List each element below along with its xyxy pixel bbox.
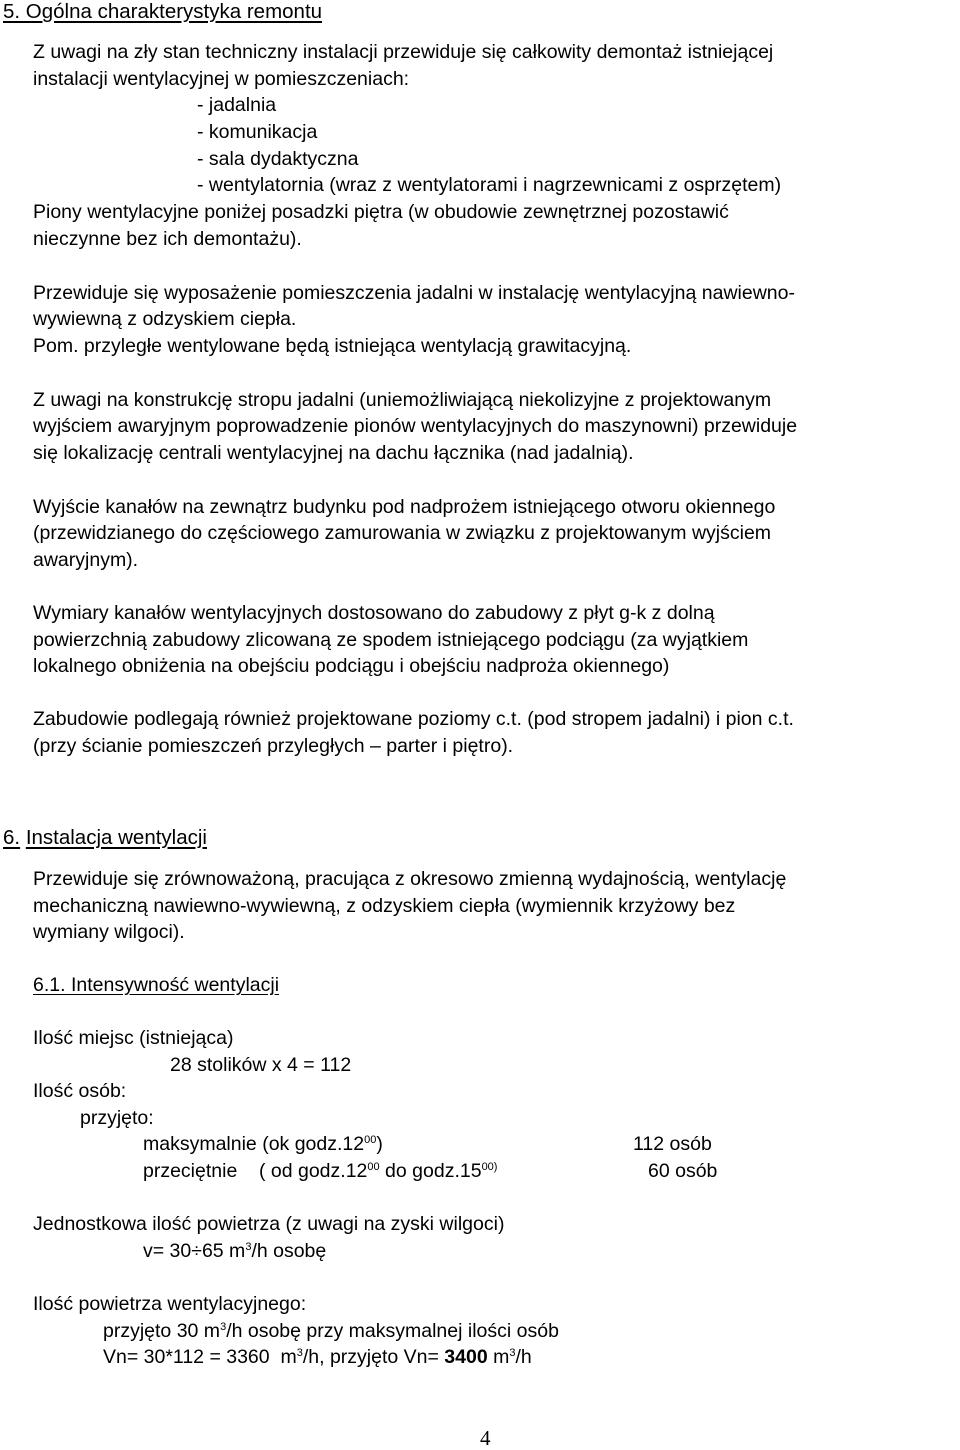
room-list-item: - sala dydaktyczna	[197, 148, 359, 170]
avg-persons-row	[143, 1158, 497, 1185]
vent-l1-text: przyjęto 30 m	[103, 1320, 221, 1342]
avg-hour-sup-1: 00	[367, 1161, 380, 1173]
paragraph-line: wyjściem awaryjnym poprowadzenie pionów wentylacyjnych do maszynowni) przewiduje	[33, 415, 798, 437]
paragraph-line: wywiewną z odzyskiem ciepła.	[33, 308, 297, 330]
paragraph-line: Wyjście kanałów na zewnątrz budynku pod nadprożem istniejącego otworu okiennego	[33, 496, 776, 518]
room-list-item: - jadalnia	[197, 94, 277, 116]
vent-l2-sup-2: 3	[509, 1347, 516, 1359]
paragraph-line: awaryjnym).	[33, 549, 139, 571]
vent-l2-unit: m	[487, 1346, 510, 1368]
avg-label: przeciętnie ( od godz.12	[143, 1160, 368, 1182]
page-number: 4	[480, 1426, 491, 1450]
max-persons-row	[143, 1131, 383, 1158]
paragraph-line: lokalnego obniżenia na obejściu podciągu i obejściu nadproża okiennego)	[33, 655, 670, 677]
section-6-heading	[3, 825, 207, 852]
vent-l2-text: Vn= 30*112 = 3360 m	[103, 1346, 297, 1368]
max-label: maksymalnie (ok godz.12	[143, 1133, 365, 1155]
paragraph-line: instalacji wentylacyjnej w pomieszczeniach:	[33, 68, 410, 90]
paragraph-line: się lokalizację centrali wentylacyjnej na dachu łącznika (nad jadalnią).	[33, 442, 634, 464]
max-hour-sup: 00	[364, 1134, 377, 1146]
paragraph-line: Zabudowie podlegają również projektowane poziomy c.t. (pod stropem jadalni) i pion c.t.	[33, 708, 794, 730]
persons-label: Ilość osób:	[33, 1080, 127, 1102]
vent-air-line-1	[103, 1318, 559, 1345]
paragraph-line: Pom. przyległe wentylowane będą istniejąca wentylacją grawitacyjną.	[33, 335, 632, 357]
avg-mid: do godz.15	[379, 1160, 482, 1182]
max-close: )	[376, 1133, 383, 1155]
paragraph-line: nieczynne bez ich demontażu).	[33, 228, 302, 250]
unit-air-formula	[143, 1238, 326, 1265]
section-6-title: Instalacja wentylacji	[25, 826, 207, 849]
unit-air-value-1: v= 30	[143, 1240, 192, 1262]
seats-label: Ilość miejsc (istniejąca)	[33, 1027, 234, 1049]
vent-l2-unit-rest: /h	[515, 1346, 532, 1368]
paragraph-line: (przy ścianie pomieszczeń przyległych – parter i piętro).	[33, 735, 514, 757]
paragraph-line: Przewiduje się wyposażenie pomieszczenia jadalni w instalację wentylacyjną nawiewno-	[33, 282, 795, 304]
max-persons-value: 112 osób	[633, 1133, 712, 1155]
vent-air-line-2	[103, 1344, 532, 1371]
section-5-heading: 5. Ogólna charakterystyka remontu	[3, 0, 323, 23]
room-list-item: - wentylatornia (wraz z wentylatorami i nagrzewnicami z osprzętem)	[197, 174, 782, 196]
assumed-label: przyjęto:	[80, 1107, 154, 1129]
vent-l2-mid: /h, przyjęto Vn=	[302, 1346, 445, 1368]
unit-air-label: Jednostkowa ilość powietrza (z uwagi na zyski wilgoci)	[33, 1213, 505, 1235]
avg-persons-value: 60 osób	[648, 1160, 718, 1182]
paragraph-line: Wymiary kanałów wentylacyjnych dostosowano do zabudowy z płyt g-k z dolną	[33, 602, 715, 624]
unit-air-unit: /h osobę	[251, 1240, 327, 1262]
seats-calculation: 28 stolików x 4 = 112	[170, 1054, 352, 1076]
vent-l1-sup: 3	[220, 1321, 227, 1333]
range-divide-symbol: ÷	[191, 1240, 202, 1262]
paragraph-line: powierzchnią zabudowy zlicowaną ze spodem istniejącego podciągu (za wyjątkiem	[33, 629, 749, 651]
paragraph-line: mechaniczną nawiewno-wywiewną, z odzyskiem ciepła (wymiennik krzyżowy bez	[33, 895, 736, 917]
section-6-number: 6.	[3, 826, 21, 849]
vent-air-label: Ilość powietrza wentylacyjnego:	[33, 1293, 307, 1315]
paragraph-line: (przewidzianego do częściowego zamurowania w związku z projektowanym wyjściem	[33, 522, 772, 544]
avg-hour-sup-2: 00)	[481, 1161, 498, 1173]
paragraph-line: Z uwagi na konstrukcję stropu jadalni (uniemożliwiającą niekolizyjne z projektowanym	[33, 389, 772, 411]
paragraph-line: Piony wentylacyjne poniżej posadzki piętra (w obudowie zewnętrznej pozostawić	[33, 201, 729, 223]
paragraph-line: Z uwagi na zły stan techniczny instalacji przewiduje się całkowity demontaż istniejącej	[33, 41, 774, 63]
paragraph-line: wymiany wilgoci).	[33, 921, 185, 943]
vent-l2-final-value: 3400	[444, 1346, 488, 1368]
subsection-heading: 6.1. Intensywność wentylacji	[33, 974, 280, 996]
vent-l2-sup: 3	[296, 1347, 303, 1359]
room-list-item: - komunikacja	[197, 121, 318, 143]
unit-air-value-2: 65 m	[201, 1240, 246, 1262]
unit-air-sup: 3	[245, 1241, 252, 1253]
paragraph-line: Przewiduje się zrównoważoną, pracująca z okresowo zmienną wydajnością, wentylację	[33, 868, 787, 890]
vent-l1-rest: /h osobę przy maksymalnej ilości osób	[226, 1320, 559, 1342]
